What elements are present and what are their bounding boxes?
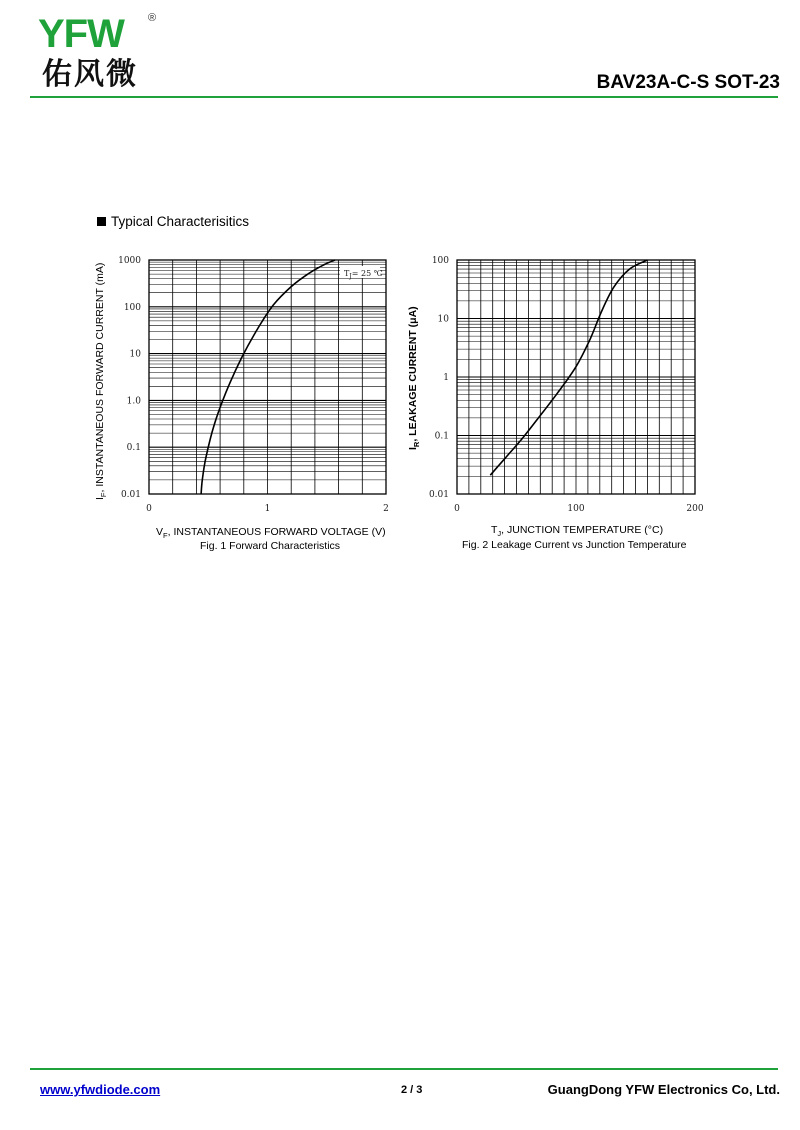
fig2-x-tick-label: 0	[454, 504, 460, 514]
fig1-caption: Fig. 1 Forward Characteristics	[200, 540, 341, 552]
fig2-chart	[407, 256, 704, 551]
fig2-xlabel	[491, 524, 663, 538]
fig2-ylabel-sub: R	[412, 441, 421, 448]
fig2-y-tick-label: 0.1	[434, 431, 449, 442]
fig1-ylabel-rest: , INSTANTANEOUS FORWARD CURRENT (mA)	[94, 262, 106, 493]
fig1-annotation-main: T	[344, 269, 350, 278]
fig2-xlabel-sub: J	[497, 529, 502, 538]
fig1-xlabel-sub: F	[163, 531, 168, 540]
section-title-text: Typical Characterisitics	[111, 214, 250, 229]
fig2-x-tick-label: 200	[686, 504, 704, 514]
fig2-caption: Fig. 2 Leakage Current vs Junction Temperature	[462, 539, 687, 551]
fig1-annotation	[340, 266, 383, 280]
company-name: GuangDong YFW Electronics Co, Ltd.	[547, 1082, 780, 1097]
logo-text: YFW	[38, 12, 124, 56]
fig1-y-tick-label: 0.1	[126, 443, 141, 454]
fig1-x-tick-label: 0	[146, 504, 152, 514]
fig2-y-tick-label: 0.01	[428, 490, 449, 500]
fig1-y-tick-label: 1000	[118, 256, 141, 266]
fig2-ylabel	[407, 306, 421, 450]
part-number-title: BAV23A-C-S SOT-23	[596, 72, 780, 93]
logo-chinese-name: 佑风微	[42, 57, 138, 92]
fig2-x-tick-label: 100	[567, 504, 585, 514]
fig1-annotation-sub: J	[349, 273, 352, 280]
fig2-grid	[457, 260, 695, 494]
fig2-xlabel-main: T	[491, 524, 498, 536]
fig1-y-tick-label: 100	[123, 302, 141, 313]
fig1-y-tick-label: 10	[129, 349, 141, 360]
fig1-xlabel-main: V	[156, 526, 164, 538]
fig2-y-tick-label: 1	[443, 373, 449, 383]
fig1-ylabel-main: I	[94, 497, 106, 500]
fig2-ticks	[429, 256, 704, 514]
fig1-chart	[94, 256, 389, 552]
fig1-xlabel-rest: , INSTANTANEOUS FORWARD VOLTAGE (V)	[167, 526, 386, 538]
fig2-ylabel-main: I	[407, 447, 419, 450]
fig2-y-tick-label: 100	[431, 256, 449, 266]
fig1-annotation-rest: = 25 ℃	[351, 269, 383, 278]
fig1-xlabel	[156, 526, 386, 540]
registered-mark: ®	[148, 12, 157, 24]
fig1-x-tick-label: 1	[264, 504, 271, 514]
fig1-grid	[149, 260, 386, 494]
fig2-ylabel-rest: , LEAKAGE CURRENT (μA)	[407, 306, 419, 442]
fig1-y-tick-label: 0.01	[120, 490, 141, 500]
fig1-y-tick-label: 1.0	[126, 396, 141, 407]
fig1-ticks	[118, 256, 389, 514]
fig1-ylabel	[94, 263, 108, 500]
page-number: 2 / 3	[401, 1084, 423, 1096]
website-link[interactable]: www.yfwdiode.com	[40, 1082, 161, 1097]
footer-divider	[30, 1068, 778, 1070]
fig1-ylabel-sub: F	[99, 492, 108, 498]
fig2-y-tick-label: 10	[437, 314, 449, 325]
fig1-x-tick-label: 2	[383, 504, 389, 514]
fig2-xlabel-rest: , JUNCTION TEMPERATURE (°C)	[501, 524, 664, 536]
